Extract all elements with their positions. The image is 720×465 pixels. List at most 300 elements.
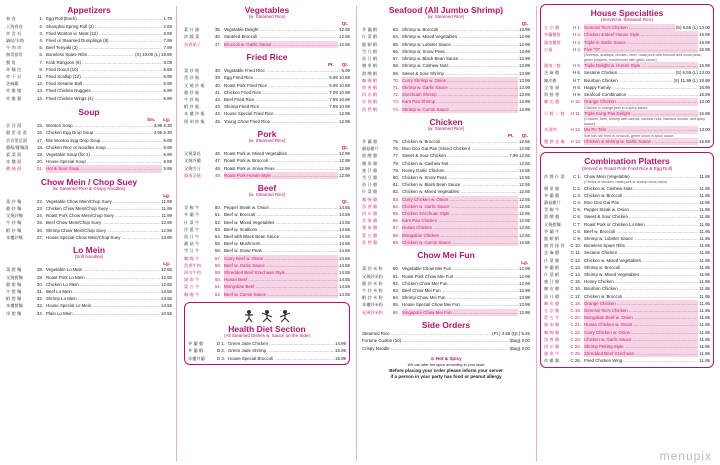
item-chinese-name: 蒙 古 牛 [544,315,560,321]
menu-item [184,247,350,254]
item-number: 57. [214,255,221,261]
item-number: H 8. [572,84,581,90]
item-name: Seafood Combination ..... [584,91,698,98]
item-number: C 24. [570,344,581,350]
item-number: 2. [39,23,43,29]
lo-mein-sub: (Soft Noodles) [74,254,104,260]
item-number: 77. [392,153,399,159]
item-price: 11.95 [699,221,710,227]
item-number: C 18. [570,300,581,306]
item-number: C 8. [572,228,581,234]
item-price: 5.69 [163,137,172,143]
menu-item [544,293,710,300]
item-chinese-name: 芥 蘭 牛 [184,212,200,218]
menu-item [6,44,172,51]
item-chinese-name: 腰 果 雞 [362,160,378,166]
pork-title: Pork [257,128,277,139]
item-number: 70. [392,77,399,83]
item-name: Chicken Chow Mein/Chop Suey ..... [46,205,160,212]
lo-mein-title: Lo Mein [72,245,106,256]
menu-item [544,242,710,249]
item-chinese-name: 龍 蝦 蝦 [362,41,378,47]
item-chinese-name: 蘑菇雞片 [544,199,561,205]
item-name: Curry Chicken w. Onion ..... [584,329,698,336]
item-name: Happy Family ..... [584,84,698,91]
menu-item [6,144,172,151]
item-price: (S) 6.55 (L) 13.00 [675,70,710,76]
item-name: House Special Fried Rice ..... [224,110,338,117]
item-chinese-name: 素 什 錦 [184,27,200,33]
menu-item [544,77,710,84]
item-price: 15.99 [699,139,710,145]
item-price: 13.99 [519,41,530,47]
item-number: 36. [214,34,221,40]
item-number: 18. [36,144,43,150]
item-number: 59. [214,270,221,276]
item-number: 25. [36,220,43,226]
item-number: 65. [392,41,399,47]
item-name: House Special Chow Mein/Chop Suey ..... [46,234,160,241]
item-chinese-name: 蟹 角 [6,59,16,65]
soup-sm-label: Sm. [146,117,156,123]
beef-list [184,204,350,298]
item-number: 62. [214,291,221,297]
item-name: Crispy Noodle ..... [362,345,508,352]
item-number: C 4. [572,199,581,205]
item-name: Chicken w. Mixed Vegetables ..... [584,257,698,264]
item-name: Beef Fried Rice ..... [224,96,328,103]
item-number: 5. [39,45,43,51]
item-chinese-name: 咖 喱 雞 [544,329,560,335]
chow-mein-sub: (w. Steamed Rice & Crispy Noodles) [52,185,126,191]
item-name: Roast Pork or Chicken Lo Mein ..... [584,221,698,228]
item-price: 11.95 [699,214,710,220]
item-price: 11.95 [699,243,710,249]
menu-item [184,172,350,179]
menu-item [362,138,530,145]
menu-item [362,91,530,98]
item-chinese-name: 咖 喱 牛 [184,255,200,261]
fried-rice-list [184,67,350,125]
beef-title: Beef [257,182,277,193]
item-number: C 14. [570,272,581,277]
menu-item [184,67,350,74]
item-chinese-name: 叉燒撈麵 [544,221,561,227]
menu-item [362,294,530,301]
menu-item [362,210,530,217]
item-name: Chicken w. Broccoli ..... [584,192,698,199]
item-chinese-name: 酸 辣 湯 [6,166,22,172]
health-diet-box [184,302,350,365]
item-name: Beef Chow Mein/Chop Suey ..... [46,219,160,226]
item-name: Fried Chicken Wing ..... [584,357,698,364]
item-name: Curry Shrimp w. Onion ..... [402,77,518,84]
item-number: D 2. [216,348,225,354]
item-price: 12.55 [161,281,172,287]
chow-mei-fun-list [362,265,530,315]
item-price: 12.55 [519,211,530,217]
item-price: 14.55 [339,248,350,254]
item-price: 13.99 [519,295,530,301]
health-diet-sub: (All Steamed Dishes w. Sauce on the Side) [224,333,310,339]
item-chinese-name: 咖 喱 雞 [362,196,378,202]
menu-item [362,280,530,287]
item-chinese-name: 陳 皮 雞 [544,300,560,306]
item-number: 12. [36,81,43,87]
item-chinese-name: 叉燒菜花 [184,151,201,157]
item-name: Steamed Rice ..... [362,330,491,337]
item-chinese-name: 春 卷 [6,16,16,22]
item-name: Chicken w. Black Bean Sauce ..... [402,181,518,188]
item-chinese-name: 陳 皮 雞 [544,99,560,105]
item-chinese-name: 雲 吞 湯 [6,123,22,129]
item-number: 52. [214,219,221,225]
item-description: (Choice of chicken, roast pork or shrimp chow mein) [584,179,667,184]
item-name: Szechuan Shrimp ..... [402,91,518,98]
item-number: 66. [392,48,399,54]
item-price: 12.99 [161,227,172,233]
menu-item [6,295,172,302]
item-name: Hunan Beef ..... [224,276,338,283]
house-specialties-box [540,4,714,148]
item-name: Egg Fried Rice ..... [224,74,328,81]
exercise-figure-icon [278,309,292,323]
item-chinese-name: 揚 州 炒 飯 [184,118,205,124]
item-name: Sweet & Sour Chicken ..... [402,152,508,159]
menu-item [6,129,172,136]
item-name: Shrimp w. Black Bean Sauce ..... [402,55,518,62]
item-chinese-name: 四 川 雞 [362,211,378,217]
item-number: 78. [392,160,399,166]
item-price: 11.95 [699,336,710,342]
item-number: H 4. [572,46,581,52]
item-price: 12.99 [339,158,350,164]
item-number: 32. [36,296,43,302]
item-price: 12.99 [339,165,350,171]
item-price: 12.55 [519,232,530,238]
item-number: 72. [392,92,399,98]
menu-item [544,228,710,235]
item-number: H 10. [570,99,581,105]
item-number: 85. [392,211,399,217]
item-number: 86. [392,218,399,224]
item-number: 27. [36,234,43,240]
item-price: 13.99 [519,92,530,98]
item-name: Chicken w. Cumin Sauce ..... [402,239,518,246]
menu-item [6,274,172,281]
allergy-note-1: Before placing your order please inform your server [389,367,503,373]
item-price: 12.99 [519,266,530,272]
item-number: 88. [392,232,399,238]
item-price: 15.99 [699,32,710,38]
item-price: 12.55 [519,203,530,209]
menu-item [544,62,710,69]
item-price: 6.99 [163,95,172,101]
item-name: Green Jade Shrimp ..... [228,347,334,354]
item-chinese-name: 牛 肉 串 [6,45,22,51]
health-diet-list [188,340,346,362]
side-orders-list [362,330,530,352]
item-number: C 25. [570,351,581,357]
chow-mein-title: Chow Mein / Chop Suey [40,176,138,187]
menu-item [544,329,710,336]
item-chinese-name: 本 樓 炒 飯 [184,111,205,117]
item-name: Egg Roll (Each) ..... [46,15,162,22]
item-name: Roast Pork Hunan Style ..... [224,172,338,179]
item-price: 13.99 [519,77,530,83]
item-price: 11.95 [699,235,710,241]
item-number: 33. [36,303,43,309]
item-number: 16. [36,130,43,136]
item-chinese-name: 炸 雞 翼 [544,358,560,364]
item-number: 39. [214,75,221,81]
item-name: Fried Donut (10) ..... [46,66,162,73]
pork-sub: (w. Steamed Rice) [248,138,286,144]
menu-item [544,192,710,199]
item-price: 12.55 [519,225,530,231]
item-chinese-name: 海 鮮 會 [544,92,560,98]
item-name: Shrimp w. Lobster Sauce ..... [402,41,518,48]
menu-item [362,181,530,188]
item-chinese-name: 芥 蘭 蝦 [362,27,378,33]
item-price: 12.99 [339,118,350,124]
item-name: Chicken w. Garlic Sauce ..... [584,336,698,343]
menu-item [544,39,710,46]
menu-item [6,212,172,219]
divider-3 [536,6,537,461]
item-name: Beef w. Garlic Sauce ..... [224,262,338,269]
item-chinese-name: 芥蘭雙拼 [544,32,561,38]
item-number: H 2. [572,32,581,38]
menu-item [6,15,172,22]
item-chinese-name: 本樓炒米粉 [362,302,383,308]
item-number: 93. [392,288,399,293]
item-name: Chicken w. Broccoli ..... [402,138,518,145]
item-chinese-name: 叉燒撈麵 [6,274,23,280]
menu-item [6,281,172,288]
menu-item [184,150,350,157]
item-chinese-name: 全 家 福 [544,84,560,90]
item-name: Beef w. Broccoli ..... [584,228,698,235]
menu-item [6,137,172,144]
item-chinese-name: 湖 南 牛 [544,351,560,357]
divider-2 [356,6,357,461]
item-chinese-name: 牛 炒 飯 [184,97,200,103]
item-number: 15. [36,123,43,129]
item-name: Wonton Soup ..... [46,122,153,129]
menu-item [362,145,530,152]
item-chinese-name: 孜 然 雞 [362,239,378,245]
item-number: 28. [36,267,43,273]
item-price: 11.95 [699,315,710,321]
item-price: (S) 11.99 (L) 18.99 [673,77,710,83]
item-number: 89. [392,239,399,245]
item-price: 13.99 [519,288,530,293]
item-price: 11.95 [699,199,710,205]
item-number: 22. [36,198,43,204]
item-chinese-name: 青 椒 牛 [544,207,560,213]
item-number: 34. [36,310,43,316]
item-number: C 9. [572,235,581,241]
menu-item [544,278,710,285]
health-figures [188,309,346,323]
item-price: (S) 10.00 (L) 18.99 [135,52,172,58]
item-price: 14.55 [339,234,350,240]
item-price: 9.99 [163,159,172,165]
item-name: Kam Pao Shrimp ..... [402,98,518,105]
item-name: Shrimp w. Cumin Sauce ..... [402,106,518,113]
item-chinese-name: 蜜 汁 雞 [544,279,560,285]
chow-mein-list [6,198,172,241]
menu-item [362,152,530,159]
item-name: Vegetable Delight ..... [224,26,338,33]
item-name: Krab Rangoon (8) ..... [46,59,162,66]
item-name: Vegetable Chow Mei Fun ..... [402,265,518,272]
item-chinese-name: 魚 香 雞 [544,336,560,342]
item-chinese-name: 蝦 炒 麵 [6,227,22,233]
item-chinese-name: 蝦 炒 米 粉 [362,295,383,301]
item-price: 7.99 10.99 [329,97,350,103]
item-number: H 5. [572,63,581,69]
lo-mein-list [6,266,172,316]
item-chinese-name: 菜 撈 麵 [6,267,22,273]
item-name: Triple Delight w. Hunan Style ..... [584,62,698,69]
item-chinese-name: 豉 汁 蝦 [362,56,378,62]
item-number: 87. [392,225,399,231]
allergy-note-2: if a person in your party has food or peanut allergy [390,373,502,379]
item-price: 7.09 10.99 [329,89,350,95]
lo-mein-lg-label: Lg. [163,261,170,267]
item-number: 71. [392,84,399,90]
item-chinese-name: 雞 炒 飯 [184,89,200,95]
item-price: 13.55 [161,303,172,309]
menu-item [184,157,350,164]
item-price: 3.95 5.30 [153,123,172,129]
item-number: 95. [392,302,399,308]
item-chinese-name: 豉 汁 牛 [184,234,200,240]
item-price: 12.99 [519,273,530,279]
item-name: Hot & Sour Soup ..... [46,165,162,172]
item-chinese-name: 雞 炒 米 粉 [362,280,383,286]
menu-item [362,217,530,224]
menu-item [6,30,172,37]
menu-item [362,48,530,55]
item-number: 74. [392,106,399,112]
item-number: C 20. [570,315,581,321]
item-number: 44. [214,111,221,117]
menu-item [362,77,530,84]
item-chinese-name: 陳 皮 雞 [544,286,560,292]
item-name: Chicken Fried Rice ..... [224,89,328,96]
item-price: 11.95 [699,293,710,299]
item-number: 82. [392,189,399,195]
menu-item [362,309,530,316]
item-chinese-name: 甜 酸 雞 [362,153,378,159]
item-number: 23. [36,206,43,212]
item-chinese-name: 雲吞蛋花湯 [6,137,27,143]
item-name: Honey Garlic Chicken ..... [402,167,518,174]
item-name: Roast Pork w. Mixed Vegetables ..... [224,150,338,157]
item-price: 13.99 [519,106,530,112]
item-chinese-name: 牛 炒 米 粉 [362,288,383,293]
item-price: 7.99 [163,37,172,43]
item-name: Honey Chicken ..... [584,278,698,285]
item-name: Sesame Chicken ..... [584,249,698,256]
menu-item [544,235,710,242]
menu-item [184,233,350,240]
item-number: 51. [214,212,221,218]
item-number: C 22. [570,329,581,335]
item-price: 13.99 [519,70,530,76]
item-chinese-name: 蘑 菇 牛 [184,241,200,247]
menu-item [184,255,350,262]
item-name: Curry Chicken w. Onion ..... [402,196,518,203]
item-name: Fried Sesame Ball ..... [46,80,162,87]
item-price: (Pt.) 3.50 (Qt.) 5.25 [492,331,530,337]
item-price: 14.55 [339,270,350,276]
pork-list [184,150,350,179]
menu-item [362,167,530,174]
item-price: 11.95 [699,173,710,179]
item-chinese-name: 芥 蘭 雞 [362,139,378,144]
item-number: H 6. [572,70,581,76]
item-name: Roast Pork w. Snow Peas ..... [224,165,338,172]
item-number: 38. [214,68,221,74]
item-number: 92. [392,280,399,286]
menu-item [362,232,530,239]
item-chinese-name: 魚 香 雞 [362,203,378,209]
item-price: 14.55 [339,205,350,211]
item-name: Hunan Chicken w. Onion ..... [584,321,698,328]
item-price: 6.99 [163,73,172,79]
menu-item [6,302,172,309]
menu-item [6,198,172,205]
item-name: Shrimp w. Mixed Vegetables ..... [584,271,698,278]
item-number: 31. [36,288,43,294]
item-chinese-name: 蒙 古 雞 [362,232,378,238]
item-number: C 6. [572,214,581,220]
item-name: Chicken Egg Drop Soup ..... [46,129,153,136]
item-number: C 13. [570,264,581,270]
item-chinese-name: 湖 南 雞 [362,225,378,231]
menu-item [362,188,530,195]
item-chinese-name: 雪 豆 牛 [184,248,200,254]
menu-item [544,350,710,357]
column-1 [6,4,172,317]
menu-item [544,307,710,314]
item-chinese-name: 什 菜 蝦 [362,34,378,40]
item-name: Boneless Spare Ribs ..... [584,242,698,249]
menu-item [544,257,710,264]
menu-item [188,355,346,362]
combination-list [544,173,710,365]
item-name: House Special Soup ..... [46,158,162,165]
menu-item [184,89,350,96]
menu-item [184,219,350,226]
item-name: Bourbon Chicken ..... [584,77,672,84]
item-name: Broccoli w. Garlic Sauce ..... [224,41,338,48]
item-price: 16.99 [699,84,710,90]
item-name: Beef w. Scallions ..... [224,226,338,233]
item-price: 12.55 [339,41,350,47]
menu-item [362,273,530,280]
item-number: D 1. [216,341,225,347]
item-chinese-name: 蒙 古 牛 [184,284,200,290]
item-name: Mu Po Tofu ..... [584,126,698,133]
item-chinese-name: 芥 蘭 蝦 [544,264,560,270]
chicken-list [362,138,530,246]
fried-rice-pt-label: Pt. [327,62,334,68]
